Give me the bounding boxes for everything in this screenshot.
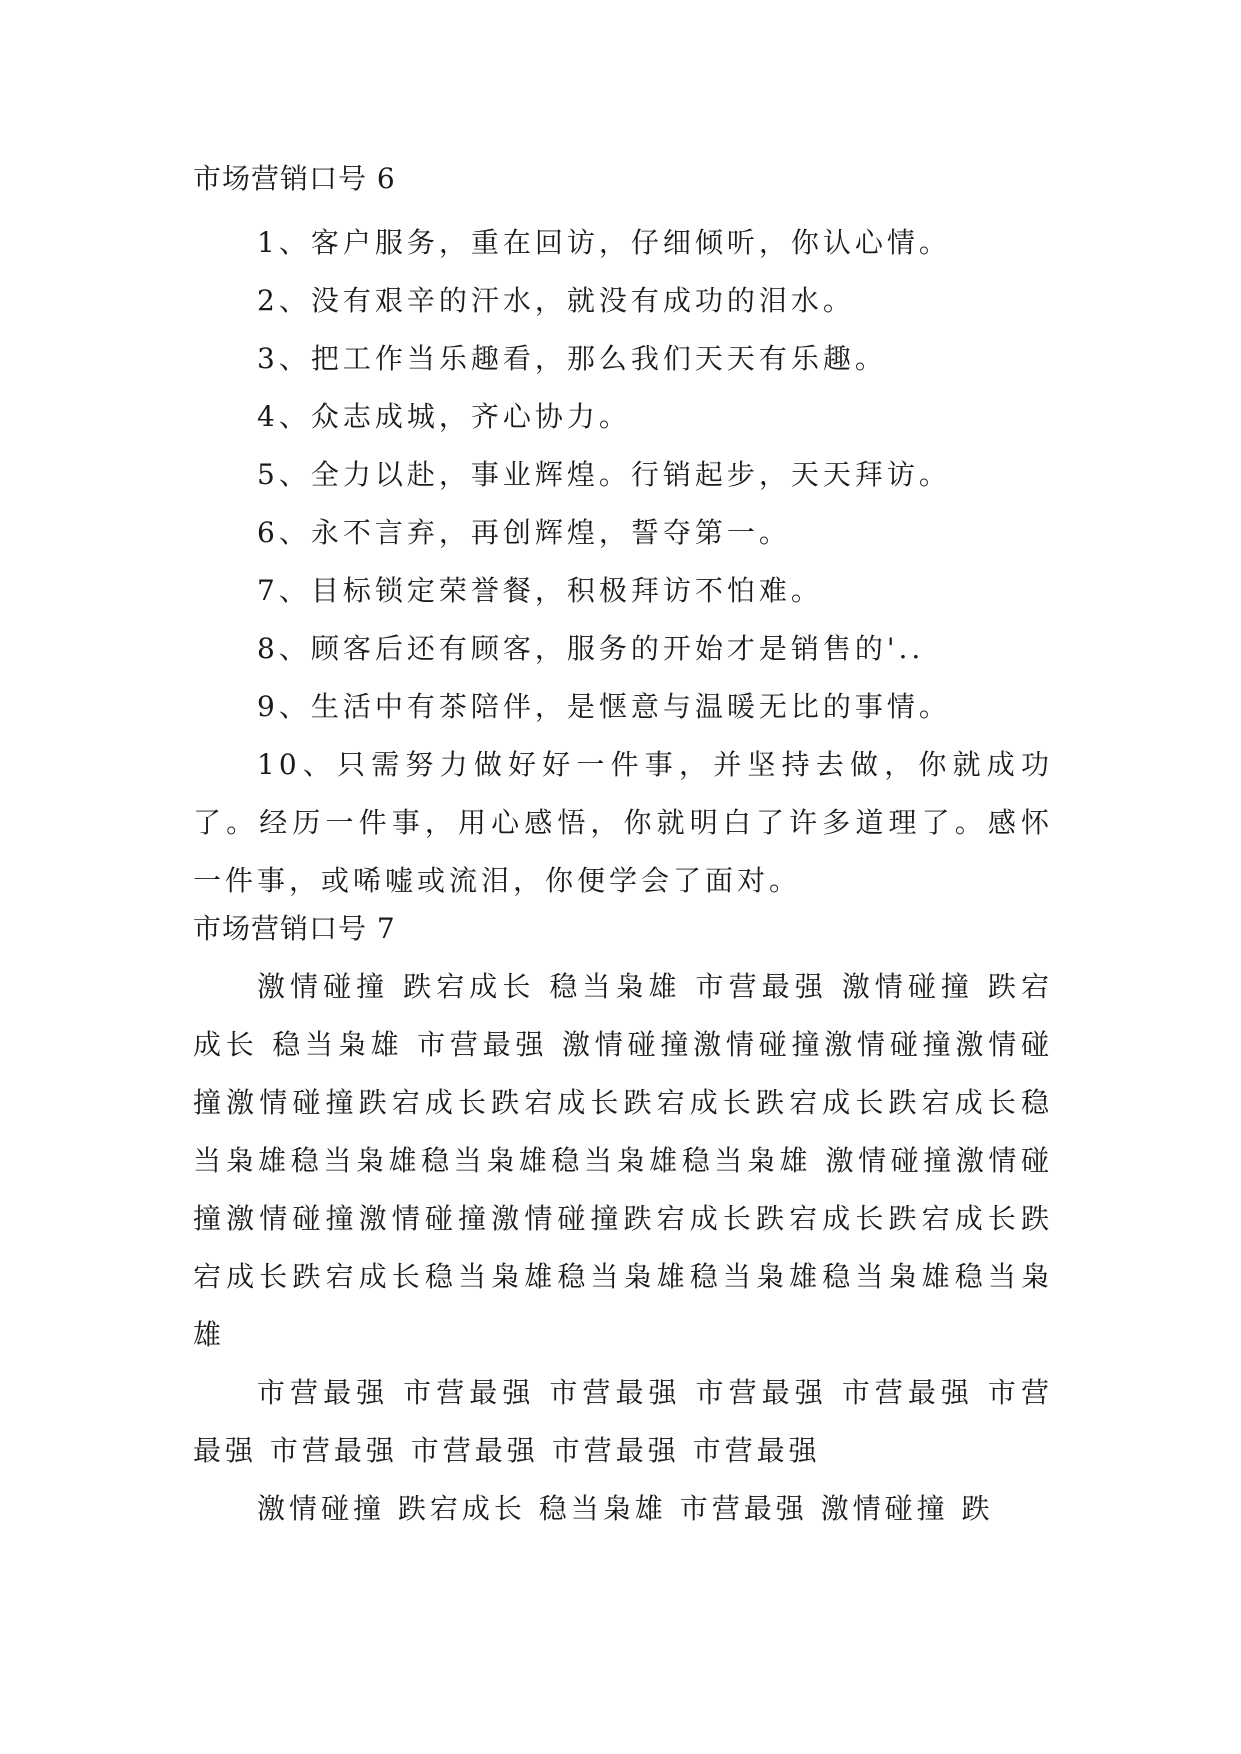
slogan-item-6: 6、永不言弃，再创辉煌，誓夺第一。 (257, 516, 791, 549)
section-6-heading: 市场营销口号 6 (193, 162, 396, 195)
slogan-item-1: 1、客户服务，重在回访，仔细倾听，你认心情。 (257, 226, 951, 259)
slogan-item-2: 2、没有艰辛的汗水，就没有成功的泪水。 (257, 284, 855, 317)
section-7-heading: 市场营销口号 7 (193, 912, 396, 945)
slogan-item-8: 8、顾客后还有顾客，服务的开始才是销售的'.. (257, 632, 925, 665)
slogan-item-9: 9、生活中有茶陪伴，是惬意与温暖无比的事情。 (257, 690, 951, 723)
document-page (193, 160, 1053, 1538)
slogan-item-3: 3、把工作当乐趣看，那么我们天天有乐趣。 (257, 342, 887, 375)
slogan-item-4: 4、众志成城，齐心协力。 (257, 400, 631, 433)
slogan-paragraph-2: 市营最强 市营最强 市营最强 市营最强 市营最强 市营最强 市营最强 市营最强 市营最强 市营最强 (193, 1376, 1053, 1467)
slogan-item-7: 7、目标锁定荣誉餐，积极拜访不怕难。 (257, 574, 823, 607)
slogan-paragraph-3: 激情碰撞 跌宕成长 稳当枭雄 市营最强 激情碰撞 跌 (257, 1492, 994, 1525)
spacer (193, 948, 1053, 958)
slogan-paragraph-1: 激情碰撞 跌宕成长 稳当枭雄 市营最强 激情碰撞 跌宕成长 稳当枭雄 市营最强 激情碰撞激情碰撞激情碰撞激情碰撞激情碰撞跌宕成长跌宕成长跌宕成长跌宕成长跌宕成长稳当枭雄稳当枭雄稳当枭雄稳当枭雄稳当枭雄 激情碰撞激情碰撞激情碰撞激情碰撞激情碰撞跌宕成长跌宕成长跌宕成长跌宕成长跌宕成长稳当枭雄稳当枭雄稳当枭雄稳当枭雄稳当枭雄 (193, 970, 1053, 1351)
slogan-item-5: 5、全力以赴，事业辉煌。行销起步，天天拜访。 (257, 458, 951, 491)
slogan-item-10: 10、只需努力做好好一件事，并坚持去做，你就成功了。经历一件事，用心感悟，你就明白了许多道理了。感怀一件事，或唏嘘或流泪，你便学会了面对。 (193, 748, 1053, 897)
spacer (193, 198, 1053, 214)
